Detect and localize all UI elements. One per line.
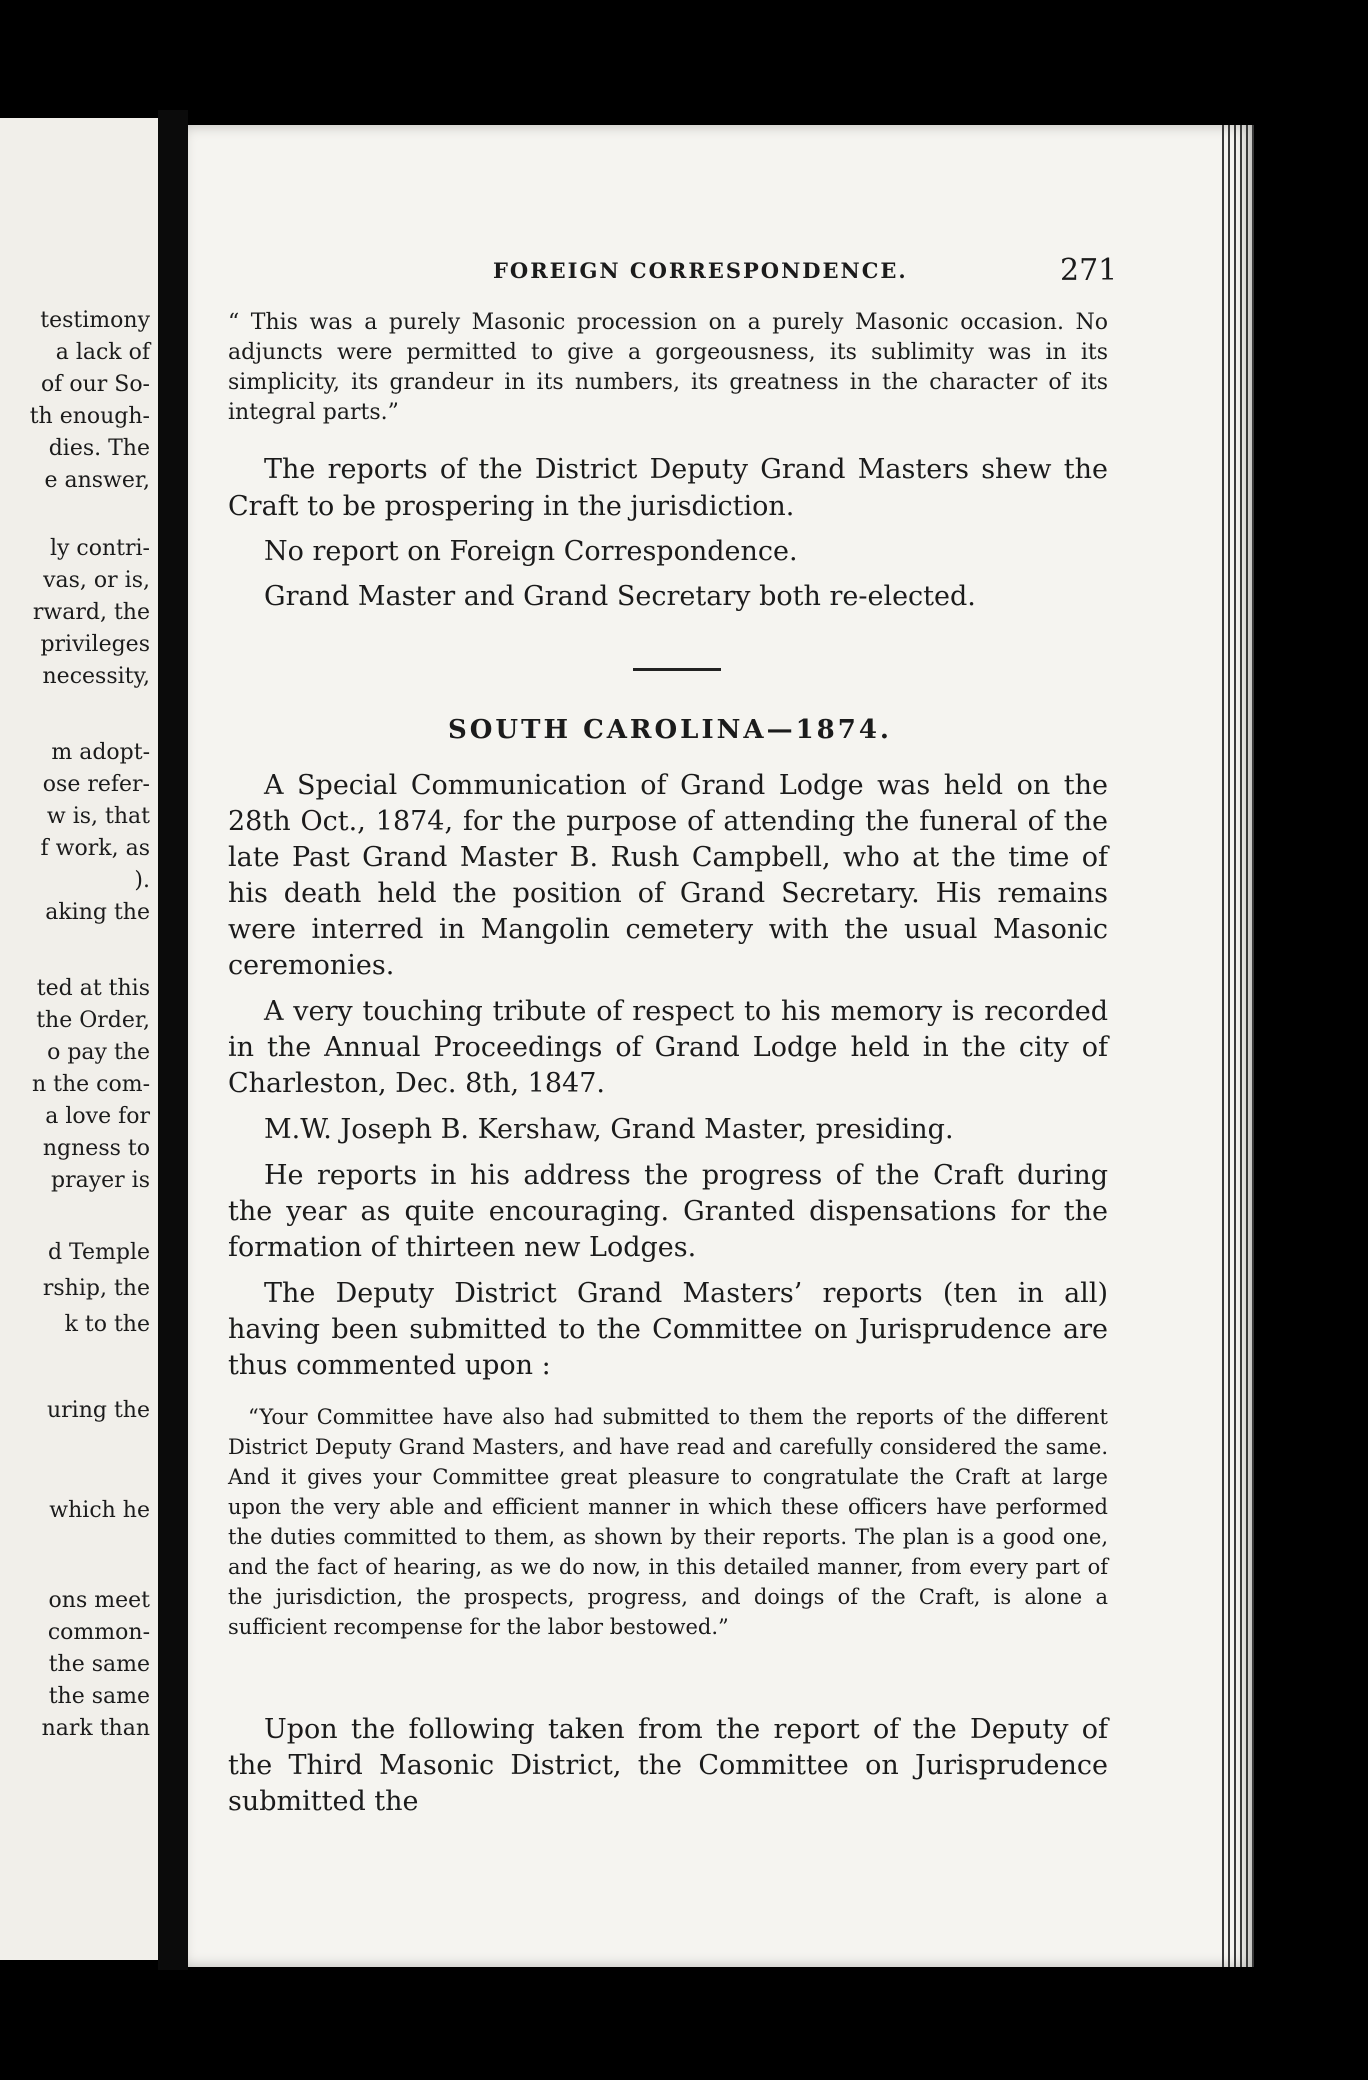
left-fragment: rship, the	[42, 1276, 150, 1301]
body-text-section	[228, 768, 1108, 1394]
left-fragment: dies. The	[48, 436, 150, 461]
left-fragment: ose refer-	[42, 772, 150, 797]
left-fragment: aking the	[45, 900, 150, 925]
body-text-top	[228, 451, 1108, 623]
left-fragment: the Order,	[36, 1008, 150, 1033]
left-fragment: n the com-	[31, 1072, 150, 1097]
left-fragment: vas, or is,	[43, 568, 150, 593]
section-heading: SOUTH CAROLINA—1874.	[448, 715, 892, 745]
paragraph: Upon the following taken from the report of the Deputy of the Third Masonic District, the Committee on Jurisprudence submitted the	[228, 1714, 1108, 1817]
left-fragment: th enough-	[29, 404, 150, 429]
committee-quotation	[228, 1402, 1108, 1642]
left-fragment: prayer is	[51, 1168, 150, 1193]
left-fragment: uring the	[47, 1398, 150, 1423]
left-fragment: d Temple	[47, 1240, 150, 1265]
paragraph: M.W. Joseph B. Kershaw, Grand Master, presiding.	[264, 1114, 954, 1145]
left-fragment: f work, as	[40, 836, 150, 861]
left-fragment: o pay the	[47, 1040, 150, 1065]
paragraph: The reports of the District Deputy Grand Masters shew the Craft to be prospering in the jurisdiction.	[228, 454, 1108, 522]
quotation-text: “Your Committee have also had submitted to them the reports of the different District Deputy Grand Masters, and have read and carefully considered the same. And it gives your Committee great pleasure to congratulate the Craft at large upon the very able and efficient manner in which these officers have performed the duties committed to them, as shown by their reports. The plan is a good one, and the fact of hearing, as we do now, in this detailed manner, from every part of the jurisdiction, the prospects, progress, and doings of the Craft, is alone a sufficient recompense for the labor bestowed.”	[228, 1405, 1108, 1639]
left-fragment: m adopt-	[51, 740, 150, 765]
section-divider	[633, 668, 721, 671]
page-number: 271	[1060, 253, 1118, 288]
left-fragment: ons meet	[48, 1588, 150, 1613]
body-text-bottom	[228, 1712, 1108, 1820]
left-fragment: privileges	[40, 632, 150, 657]
quotation-text: “ This was a purely Masonic procession on a purely Masonic occasion. No adjuncts were permitted to give a gorgeousness, its sublimity was in its simplicity, its grandeur in its numbers, its greatness in the character of its integral parts.”	[228, 310, 1108, 425]
left-fragment: k to the	[64, 1312, 150, 1337]
left-fragment: the same	[48, 1684, 150, 1709]
left-fragment: of our So-	[40, 372, 150, 397]
paragraph: No report on Foreign Correspondence.	[264, 536, 798, 567]
left-fragment: a lack of	[55, 340, 150, 365]
paragraph: He reports in his address the progress of the Craft during the year as quite encouraging. Granted dispensations for the formation of thirteen new Lodges.	[228, 1160, 1108, 1263]
left-fragment: necessity,	[42, 664, 150, 689]
left-fragment: common-	[47, 1620, 150, 1645]
left-fragment: ted at this	[36, 976, 150, 1001]
page-edges	[1218, 125, 1260, 1967]
paragraph: Grand Master and Grand Secretary both re-elected.	[264, 581, 976, 612]
left-fragment: rward, the	[32, 600, 150, 625]
left-fragment: the same	[48, 1652, 150, 1677]
left-fragment: e answer,	[44, 468, 150, 493]
paragraph: The Deputy District Grand Masters’ reports (ten in all) having been submitted to the Committee on Jurisprudence are thus commented upon :	[228, 1278, 1108, 1381]
left-fragment: testimony	[40, 308, 150, 333]
left-fragment: ly contri-	[49, 536, 150, 561]
facing-page-fragment	[0, 118, 161, 1960]
left-fragment: a love for	[45, 1104, 150, 1129]
left-fragment: w is, that	[46, 804, 150, 829]
book-gutter	[158, 110, 188, 1970]
running-head: FOREIGN CORRESPONDENCE.	[493, 258, 908, 283]
left-fragment: nark than	[41, 1716, 150, 1741]
left-fragment: which he	[49, 1498, 150, 1523]
paragraph: A very touching tribute of respect to his memory is recorded in the Annual Proceedings of Grand Lodge held in the city of Charleston, Dec. 8th, 1847.	[228, 996, 1108, 1099]
left-fragment: ngness to	[42, 1136, 150, 1161]
quotation-block	[228, 308, 1108, 428]
paragraph: A Special Communication of Grand Lodge was held on the 28th Oct., 1874, for the purpose of attending the funeral of the late Past Grand Master B. Rush Campbell, who at the time of his death held the position of Grand Secretary. His remains were interred in Mangolin cemetery with the usual Masonic ceremonies.	[228, 770, 1108, 981]
left-fragment: ).	[134, 868, 150, 893]
